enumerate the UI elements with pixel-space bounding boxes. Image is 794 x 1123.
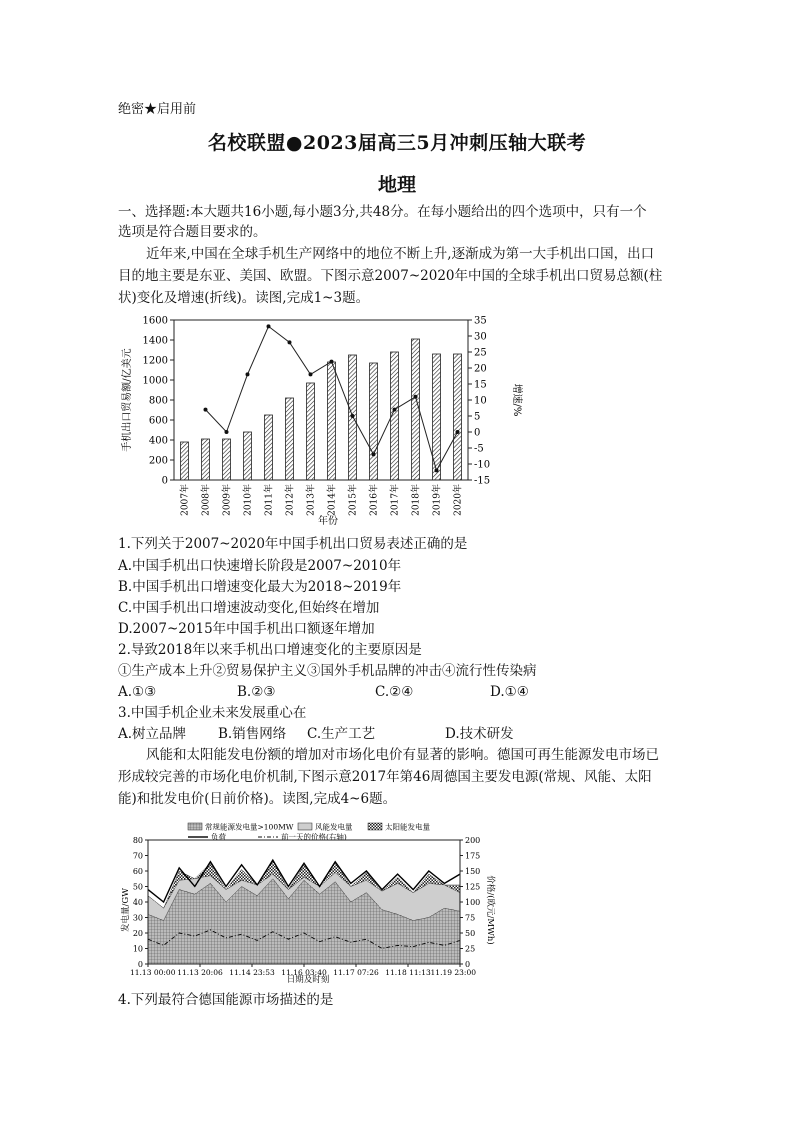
chart2-y2tick-label: 125: [465, 882, 481, 892]
chart2-y2tick-label: 75: [465, 913, 476, 923]
chart1-y2tick-label: 10: [474, 395, 487, 407]
exam-title: 名校联盟●2023届高三5月冲刺压轴大联考: [207, 132, 587, 154]
chart1-growth-point: [456, 430, 460, 434]
intro1-line3: 状)变化及增速(折线)。读图,完成1~3题。: [118, 290, 370, 306]
chart2-ytick-label: 20: [132, 929, 143, 938]
chart2-xtick-label: 11.13 20:06: [177, 968, 223, 977]
chart2-legend-label: 前一天的价格(右轴): [281, 832, 347, 842]
chart2-y2tick-label: 200: [465, 836, 481, 845]
chart1-ytick-label: 1600: [142, 315, 168, 327]
q1-stem: 1.下列关于2007~2020年中国手机出口贸易表述正确的是: [118, 536, 468, 552]
chart2-y2label: 价格/(欧元/MWh): [485, 875, 495, 945]
q3-option-a: A.树立品牌: [118, 726, 187, 742]
chart2-ytick-label: 40: [132, 898, 143, 907]
chart1-growth-point: [330, 360, 334, 364]
chart1-bar: [286, 398, 294, 480]
q2-option-c: C.②④: [375, 684, 414, 700]
chart2-ytick-label: 0: [137, 960, 143, 969]
chart2-ytick-label: 60: [132, 867, 143, 876]
chart1-xtick-label: 2020年: [453, 484, 464, 516]
q1-option-a: A.中国手机出口快速增长阶段是2007~2010年: [118, 558, 402, 574]
chart1-xtick-label: 2010年: [243, 484, 254, 516]
q3-option-c: C.生产工艺: [307, 726, 376, 742]
chart1-xtick-label: 2012年: [285, 484, 296, 516]
chart1-ytick-label: 600: [148, 415, 168, 427]
chart2-legend-swatch: [298, 823, 312, 830]
chart1-growth-point: [309, 372, 313, 376]
chart1-ytick-label: 200: [148, 455, 168, 467]
chart2-ylabel: 发电量/GW: [121, 888, 131, 932]
q2-option-a: A.①③: [118, 684, 157, 700]
chart1-bar: [223, 439, 231, 480]
chart1-ytick-label: 1400: [142, 335, 168, 347]
chart2-legend-swatch: [188, 823, 202, 830]
intro1-line1: 近年来,中国在全球手机生产网络中的地位不断上升,逐渐成为第一大手机出口国，出口: [146, 246, 655, 262]
chart2-xtick-label: 11.19 23:00: [430, 968, 476, 977]
chart1-growth-point: [414, 395, 418, 399]
chart1-y2tick-label: -10: [474, 459, 491, 471]
chart2-xtick-label: 11.14 23:53: [229, 968, 275, 977]
chart2-ytick-label: 30: [132, 913, 143, 923]
q3-stem: 3.中国手机企业未来发展重心在: [118, 705, 307, 721]
chart1-xtick-label: 2014年: [327, 484, 338, 516]
chart1-plot-frame: [174, 320, 468, 480]
secret-label: 绝密★启用前: [118, 102, 197, 117]
chart1-xtick-label: 2016年: [369, 484, 380, 516]
chart1-bar: [370, 363, 378, 480]
chart1-bar: [202, 439, 210, 480]
chart2-ytick-label: 10: [132, 944, 143, 954]
chart1-ytick-label: 1000: [142, 375, 168, 387]
chart1-growth-point: [351, 414, 355, 418]
chart1-bar: [454, 354, 462, 480]
chart1-y2tick-label: 20: [474, 363, 487, 375]
chart2-ytick-label: 70: [132, 851, 143, 861]
chart2-xtick-label: 11.13 00:00: [130, 968, 176, 977]
chart2-legend-label: 负荷: [211, 832, 226, 842]
q2-option-d: D.①④: [490, 684, 529, 700]
chart1-bar: [307, 383, 315, 480]
chart1-y2tick-label: 15: [474, 379, 487, 391]
chart2-ytick-label: 50: [132, 882, 143, 892]
chart1-growth-point: [225, 430, 229, 434]
intro2-line3: 能)和批发电价(日前价格)。读图,完成4~6题。: [118, 791, 397, 807]
q4-stem: 4.下列最符合德国能源市场描述的是: [118, 992, 334, 1008]
chart1-ytick-label: 0: [161, 475, 168, 487]
intro2-line2: 形成较完善的市场化电价机制,下图示意2017年第46周德国主要发电源(常规、风能、太阳: [118, 769, 652, 785]
intro1-line2: 目的地主要是东亚、美国、欧盟。下图示意2007~2020年中国的全球手机出口贸易总额(柱: [118, 268, 663, 284]
chart1-y2tick-label: 5: [474, 411, 481, 423]
chart1-growth-point: [288, 340, 292, 344]
chart1-xtick-label: 2011年: [264, 484, 275, 516]
chart1-y2label: 增速/%: [511, 383, 522, 417]
germany-power-chart: [118, 818, 498, 986]
q1-option-b: B.中国手机出口增速变化最大为2018~2019年: [118, 579, 402, 595]
chart2-y2tick-label: 25: [465, 944, 476, 954]
chart1-xtick-label: 2009年: [222, 484, 233, 516]
chart2-legend-label: 风能发电量: [315, 822, 353, 832]
chart1-xtick-label: 2013年: [306, 484, 317, 516]
chart2-xtick-label: 11.16 03:40: [281, 968, 327, 977]
q3-option-d: D.技术研发: [445, 726, 514, 742]
section-instructions-line1: 一、选择题:本大题共16小题,每小题3分,共48分。在每小题给出的四个选项中，只有一个: [118, 204, 647, 220]
chart1-xlabel: 年份: [318, 516, 338, 526]
chart1-y2tick-label: 25: [474, 347, 487, 359]
chart1-growth-point: [435, 468, 439, 472]
section-instructions-line2: 选项是符合题目要求的。: [118, 224, 267, 240]
chart1-bar: [265, 415, 273, 480]
chart1-y2tick-label: -15: [474, 475, 491, 487]
chart1-bar: [412, 339, 420, 480]
chart1-ylabel: 手机出口贸易额/亿美元: [122, 348, 133, 452]
subject-title: 地理: [377, 174, 416, 196]
chart1-bar: [328, 362, 336, 480]
chart1-ytick-label: 800: [148, 395, 168, 407]
chart2-legend-swatch: [368, 823, 382, 830]
chart1-ytick-label: 1200: [142, 355, 168, 367]
q1-option-c: C.中国手机出口增速波动变化,但始终在增加: [118, 600, 380, 616]
chart1-xtick-label: 2017年: [390, 484, 401, 516]
chart1-y2tick-label: 35: [474, 315, 487, 327]
q2-stem: 2.导致2018年以来手机出口增速变化的主要原因是: [118, 642, 422, 658]
q2-items: ①生产成本上升②贸易保护主义③国外手机品牌的冲击④流行性传染病: [118, 663, 537, 679]
chart1-bar: [244, 432, 252, 480]
chart1-growth-point: [267, 324, 271, 328]
chart1-y2tick-label: -5: [474, 443, 484, 455]
chart2-y2tick-label: 50: [465, 929, 476, 938]
chart1-growth-point: [372, 452, 376, 456]
chart1-growth-point: [246, 372, 250, 376]
chart1-xtick-label: 2019年: [432, 484, 443, 516]
phone-export-chart: [118, 308, 528, 526]
intro2-line1: 风能和太阳能发电份额的增加对市场化电价有显著的影响。德国可再生能源发电市场已: [146, 747, 659, 763]
chart1-growth-point: [204, 408, 208, 412]
q2-option-b: B.②③: [237, 684, 276, 700]
chart2-xtick-label: 11.17 07:26: [333, 968, 379, 977]
chart1-xtick-label: 2007年: [180, 484, 191, 516]
chart1-y2tick-label: 0: [474, 427, 481, 439]
q1-option-d: D.2007~2015年中国手机出口额逐年增加: [118, 621, 375, 637]
chart1-y2tick-label: 30: [474, 331, 487, 343]
chart1-xtick-label: 2018年: [411, 484, 422, 516]
q3-option-b: B.销售网络: [218, 726, 287, 742]
chart1-xtick-label: 2008年: [201, 484, 212, 516]
chart2-xlabel: 日期及时刻: [286, 975, 330, 985]
chart2-y2tick-label: 0: [465, 960, 471, 969]
chart1-xtick-label: 2015年: [348, 484, 359, 516]
chart2-xtick-label: 11.18 11:13: [385, 968, 431, 977]
chart2-y2tick-label: 100: [465, 898, 481, 907]
chart1-bar: [181, 442, 189, 480]
chart2-y2tick-label: 175: [465, 851, 481, 861]
chart2-legend-label: 常规能源发电量>100MW: [205, 822, 294, 832]
chart2-legend-label: 太阳能发电量: [385, 822, 430, 832]
chart2-ytick-label: 80: [132, 836, 143, 845]
chart1-growth-point: [393, 408, 397, 412]
chart1-ytick-label: 400: [148, 435, 168, 447]
chart2-y2tick-label: 150: [465, 867, 481, 876]
